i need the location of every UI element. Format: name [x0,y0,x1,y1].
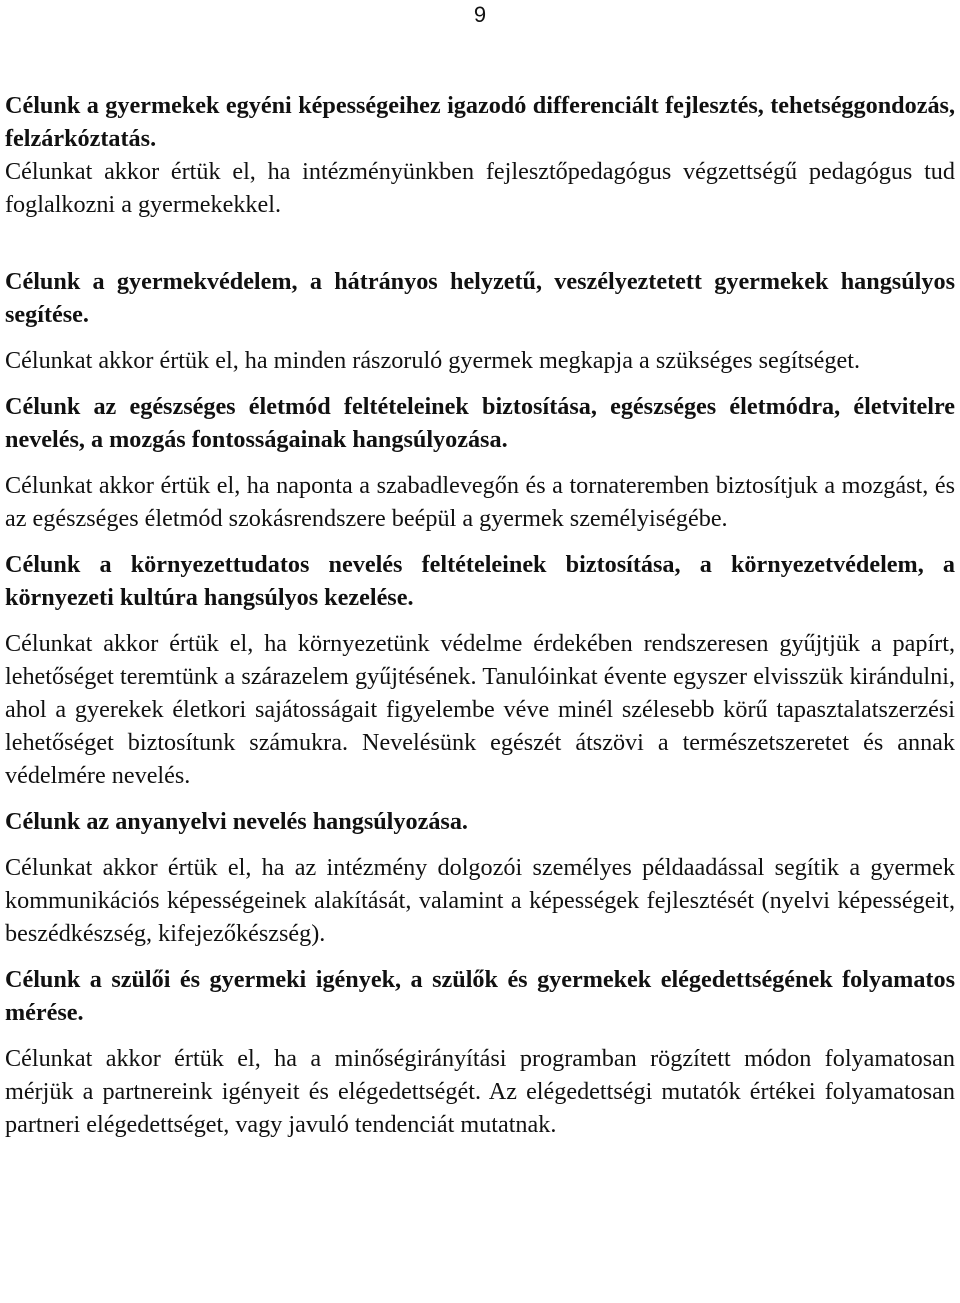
goal-criterion-environment: Célunkat akkor értük el, ha környezetünk védelme érdekében rendszeresen gyűjtjük a papírt, lehetőséget teremtünk a szárazelem gyűjtésének. Tanulóinkat évente egyszer elvisszük kirándulni, ahol a gyerekek életkori sajátosságait figyelembe véve minél szélesebb körű tapasztalatszerzési lehetőséget biztosítunk számukra. Nevelésünk egészét átszövi a természetszeretet és annak védelmére nevelés. [5,630,955,789]
goal-heading-environment: Célunk a környezettudatos nevelés feltételeinek biztosítása, a környezetvédelem, a környezeti kultúra hangsúlyos kezelése. [5,551,955,611]
goal-criterion-child-protection: Célunkat akkor értük el, ha minden rászoruló gyermek megkapja a szükséges segítséget. [5,347,861,374]
document-body [5,89,955,1141]
goal-heading-healthy-lifestyle: Célunk az egészséges életmód feltételeinek biztosítása, egészséges életmódra, életvitelre nevelés, a mozgás fontosságainak hangsúlyozása. [5,393,955,453]
goal-criterion-differentiation: Célunkat akkor értük el, ha intézményünkben fejlesztőpedagógus végzettségű pedagógus tud foglalkozni a gyermekekkel. [5,158,955,218]
goal-heading-native-language: Célunk az anyanyelvi nevelés hangsúlyozása. [5,808,468,835]
goal-heading-satisfaction: Célunk a szülői és gyermeki igények, a szülők és gyermekek elégedettségének folyamatos mérése. [5,966,955,1026]
goal-heading-differentiation: Célunk a gyermekek egyéni képességeihez igazodó differenciált fejlesztés, tehetséggondozás, felzárkóztatás. [5,92,955,152]
goal-criterion-healthy-lifestyle: Célunkat akkor értük el, ha naponta a szabadlevegőn és a tornateremben biztosítjuk a mozgást, és az egészséges életmód szokásrendszere beépül a gyermek személyiségébe. [5,472,955,532]
goal-criterion-native-language: Célunkat akkor értük el, ha az intézmény dolgozói személyes példaadással segítik a gyermek kommunikációs képességeinek alakítását, valamint a képességek fejlesztését (nyelvi képességeit, beszédkészség, kifejezőkészség). [5,854,955,947]
goal-heading-child-protection: Célunk a gyermekvédelem, a hátrányos helyzetű, veszélyeztetett gyermekek hangsúlyos segítése. [5,268,955,328]
goal-criterion-satisfaction: Célunkat akkor értük el, ha a minőségirányítási programban rögzített módon folyamatosan mérjük a partnereink igényeit és elégedettségét. Az elégedettségi mutatók értékei folyamatosan partneri elégedettséget, vagy javuló tendenciát mutatnak. [5,1045,955,1138]
page-number: 9 [473,2,487,27]
